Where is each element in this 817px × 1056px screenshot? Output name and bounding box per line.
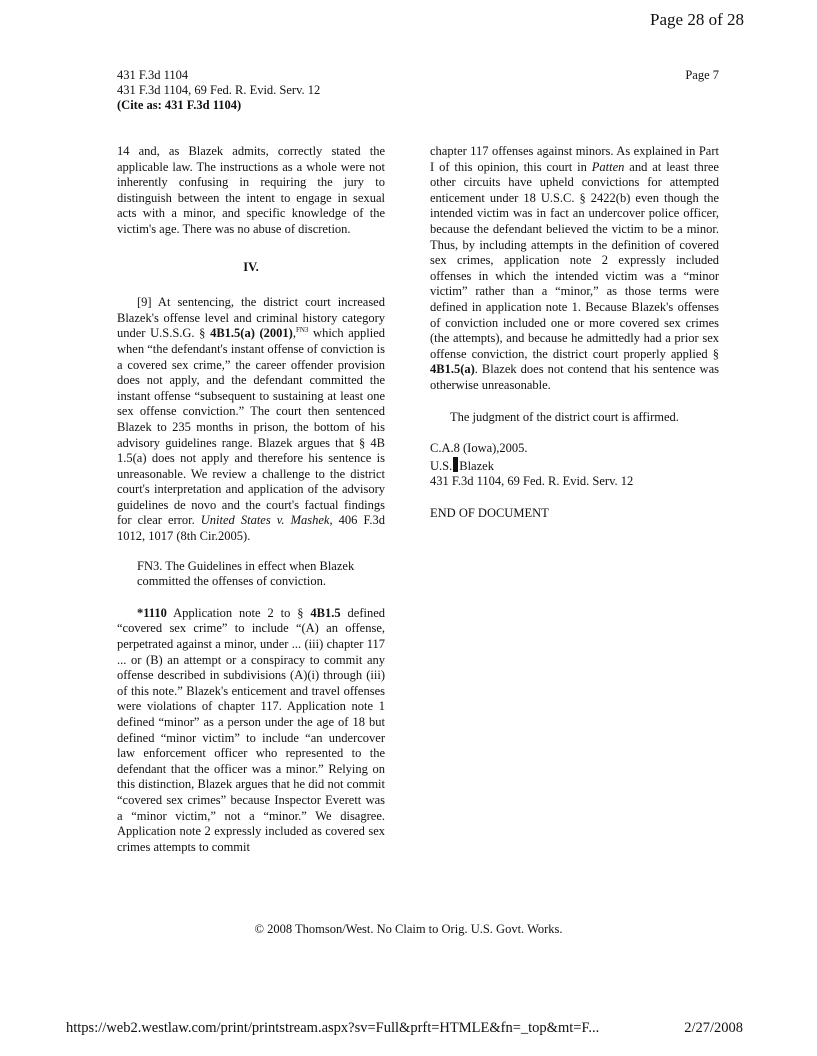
guideline-ref: 4B1.5(a) [430, 362, 475, 377]
header-line-1: 431 F.3d 1104 [117, 68, 189, 82]
print-url[interactable]: https://web2.westlaw.com/print/printstream.aspx?sv=Full&prft=HTMLE&fn=_top&mt=F... [66, 1020, 600, 1036]
paragraph-attempts [430, 144, 719, 394]
end-of-document: END OF DOCUMENT [430, 505, 549, 520]
left-column [117, 144, 385, 855]
page-counter: Page 28 of 28 [650, 10, 744, 29]
redaction-mark [453, 457, 458, 472]
case-citation-block [430, 441, 719, 490]
reporter-line: 431 F.3d 1104, 69 Fed. R. Evid. Serv. 12 [430, 474, 634, 489]
header-line-2: 431 F.3d 1104, 69 Fed. R. Evid. Serv. 12 [117, 83, 321, 97]
guideline-ref: 4B1.5(a) [210, 326, 255, 341]
text-run: [9] At sentencing, the district court increased Blazek's offense level and criminal history category under U.S.S.G. § [117, 295, 385, 341]
copyright-notice: © 2008 Thomson/West. No Claim to Orig. U.S. Govt. Works. [254, 922, 563, 936]
guideline-year: (2001) [259, 326, 293, 341]
star-page: *1110 [137, 605, 167, 620]
judgment-line: The judgment of the district court is affirmed. [450, 409, 679, 424]
section-heading-iv: IV. [243, 259, 259, 274]
print-date: 2/27/2008 [684, 1020, 743, 1036]
header-page-number: Page 7 [685, 68, 719, 82]
text-run: , [292, 326, 296, 341]
text-run: . Blazek does not contend that his sentence was otherwise unreasonable. [430, 362, 719, 392]
guideline-ref: 4B1.5 [310, 605, 341, 620]
paragraph-application-note [117, 606, 385, 856]
parties-line [430, 457, 719, 475]
court-line: C.A.8 (Iowa),2005. [430, 441, 528, 456]
footnote-fn3: FN3. The Guidelines in effect when Blazek committed the offenses of conviction. [137, 558, 355, 589]
party-blazek: Blazek [459, 458, 494, 473]
text-run: Application note 2 to § [166, 605, 311, 620]
text-run: which applied when “the defendant's instant offense of conviction is a covered sex crime,” the career offender provision does not apply, and the defendant committed the instant offense “subsequent to sustaining at least one sex offense conviction.” The court then sentenced Blazek to 235 months in prison, the bottom of his advisory guidelines range. Blazek argues that § 4B 1.5(a) does not apply and therefore his sentence is unreasonable. We review a challenge to the district court's interpretation and application of the advisory guidelines de novo and the court's factual findings for clear error. [117, 326, 386, 528]
case-name-patten: Patten [591, 159, 625, 174]
footnote-ref-fn3[interactable]: FN3 [295, 326, 309, 335]
text-run: defined “covered sex crime” to include “(A) an offense, perpetrated against a minor, under ... (iii) chapter 117 ... or (B) an attempt or a conspiracy to commit any offense described in subdivisions (A)(i) through (iii) of this note.” Blazek's enticement and travel offenses were violations of chapter 117. Application note 1 defined “minor” as a person under the age of 18 but defined “minor victim” to include “an undercover law enforcement officer who represented to the defendant that the officer was a minor.” Relying on this distinction, Blazek argues that he did not commit “covered sex crimes” because Inspector Everett was a “minor victim,” not a “minor.” We disagree. Application note 2 expressly included as covered sex crimes attempts to commit [117, 605, 385, 854]
header-cite: (Cite as: 431 F.3d 1104) [117, 98, 242, 112]
text-run: 406 F.3d 1012, 1017 (8th Cir.2005). [117, 513, 386, 544]
citation-header [117, 68, 320, 113]
text-run: chapter 117 offenses against minors. As explained in Part I of this opinion, this court in [430, 144, 719, 174]
paragraph-instructions: 14 and, as Blazek admits, correctly stated the applicable law. The instructions as a whole were not inherently confusing in requiring the jury to distinguish between the intent to engage in sexual acts with a minor, and specific knowledge of the victim's age. There was no abuse of discretion. [117, 144, 385, 236]
party-us: U.S. [430, 458, 453, 473]
right-column [430, 144, 719, 521]
text-run: and at least three other circuits have upheld convictions for attempted enticement under 18 U.S.C. § 2422(b) even though the intended victim was in fact an undercover police officer, because the defendant believed the victim to be a minor. Thus, by including attempts in the definition of covered sex crimes, application note 2 expressly included offenses in which the intended victim was a “minor victim” rather than a “minor,” as those terms were defined in application note 1. Because Blazek's offenses of conviction included one or more covered sex crimes (the attempts), and because he admittedly had a prior sex offense conviction, the district court properly applied § [430, 159, 719, 361]
paragraph-sentencing [117, 295, 385, 545]
case-name-mashek: United States v. Mashek, [200, 513, 333, 528]
